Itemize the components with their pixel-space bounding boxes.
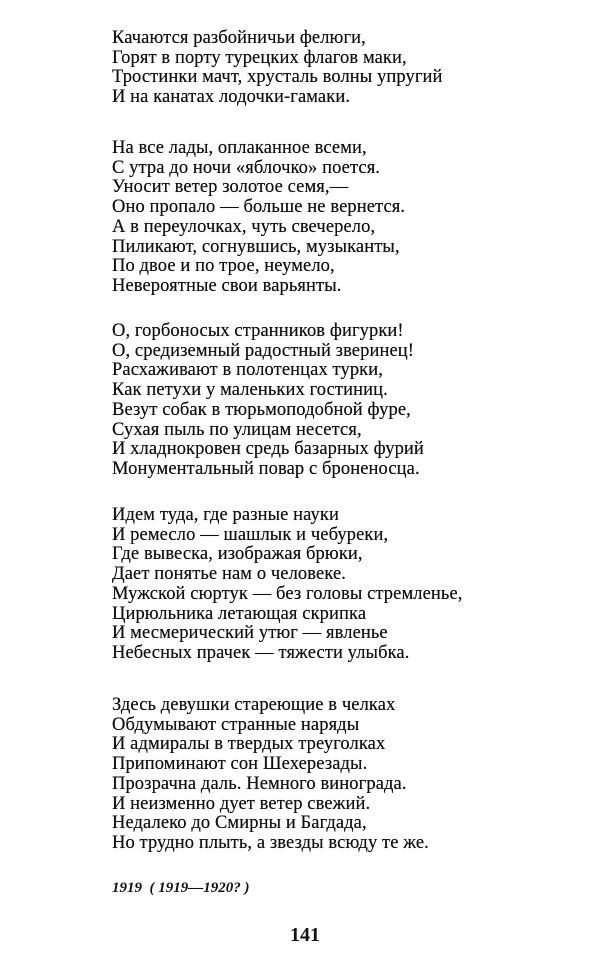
poem-line: Оно пропало — больше не вернется.: [112, 197, 406, 218]
poem-line: Расхаживают в полотенцах турки,: [112, 360, 383, 381]
poem-line: О, средиземный радостный зверинец!: [112, 340, 415, 361]
poem-line: Идем туда, где разные науки: [112, 505, 339, 525]
poem-line: И неизменно дует ветер свежий.: [112, 793, 371, 814]
poem-line: Везут собак в тюрьмоподобной фуре,: [112, 399, 411, 420]
poem-line: Припоминают сон Шехерезады.: [112, 754, 368, 775]
poem-line: Уносит ветер золотое семя,—: [112, 177, 349, 198]
poem-line: С утра до ночи «яблочко» поется.: [112, 157, 381, 178]
poem-line: Горят в порту турецких флагов маки,: [112, 47, 407, 68]
poem-line: Где вывеска, изображая брюки,: [112, 544, 363, 565]
poem-line: Тростинки мачт, хрусталь волны упругий: [112, 67, 443, 88]
poem-line: Пиликают, согнувшись, музыканты,: [112, 236, 400, 257]
page-number: 141: [290, 924, 320, 946]
poem-line: Обдумывают странные наряды: [112, 714, 360, 735]
poem-line: И хладнокровен средь базарных фурий: [112, 439, 424, 460]
poem-line: А в переулочках, чуть свечерело,: [112, 216, 376, 237]
poem-line: Здесь девушки стареющие в челках: [112, 695, 396, 715]
poem-line: Но трудно плыть, а звезды всюду те же.: [112, 832, 429, 853]
stanza: [112, 322, 424, 480]
poem-line: Недалеко до Смирны и Багдада,: [112, 813, 367, 834]
poem-line: Цирюльника летающая скрипка: [112, 603, 367, 624]
stanza: [112, 139, 405, 297]
poem-line: Невероятные свои варьянты.: [112, 275, 342, 296]
poem-line: На все лады, оплаканное всеми,: [112, 138, 367, 158]
poem-line: И на канатах лодочки-гамаки.: [112, 87, 351, 108]
poem-date: 1919 ( 1919—1920? ): [112, 880, 250, 896]
poem-line: Сухая пыль по улицам несется,: [112, 419, 362, 440]
poem-line: Как петухи у маленьких гостиниц.: [112, 380, 388, 401]
stanza: [112, 506, 463, 664]
poem-line: Дает понятье нам о человеке.: [112, 564, 346, 585]
poem-line: И месмерический утюг — явленье: [112, 623, 388, 644]
poem-line: Монументальный повар с броненосца.: [112, 458, 420, 479]
poem-line: О, горбоносых странников фигурки!: [112, 321, 404, 341]
poem-line: Прозрачна даль. Немного винограда.: [112, 773, 407, 794]
poem-line: И ремесло — шашлык и чебуреки,: [112, 524, 389, 545]
stanza: [112, 29, 443, 108]
stanza: [112, 696, 429, 854]
poem-line: По двое и по трое, неумело,: [112, 256, 335, 277]
poem-line: И адмиралы в твердых треуголках: [112, 734, 386, 755]
poem-line: Качаются разбойничьи фелюги,: [112, 28, 366, 48]
poem-line: Мужской сюртук — без головы стремленье,: [112, 583, 463, 604]
poem-line: Небесных прачек — тяжести улыбка.: [112, 642, 410, 663]
